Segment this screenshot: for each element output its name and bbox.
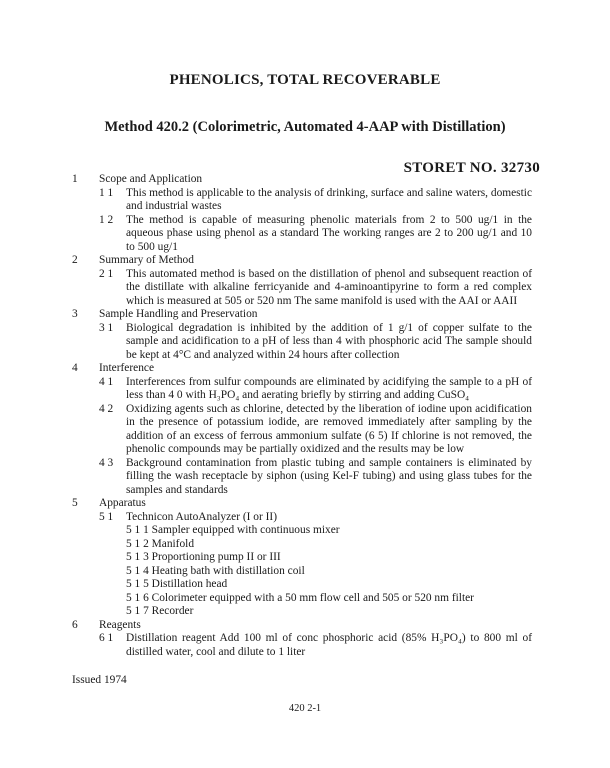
section-heading: Scope and Application	[99, 173, 203, 185]
page-number: 420 2-1	[288, 703, 322, 714]
section-heading: Interference	[99, 362, 155, 374]
apparatus-item: 5 1 3 Proportioning pump II or III	[126, 551, 281, 563]
subsection-text: Distillation reagent Add 100 ml of conc phosphoric acid (85% H₃PO₄) to 800 ml of distilled water, cool and dilute to 1 liter	[126, 632, 532, 658]
apparatus-item: 5 1 6 Colorimeter equipped with a 50 mm flow cell and 505 or 520 nm filter	[126, 591, 474, 604]
subsection	[99, 187, 532, 214]
section	[72, 254, 532, 308]
section-heading: Reagents	[99, 618, 141, 631]
subsection	[99, 457, 532, 498]
subsection-text: Technicon AutoAnalyzer (I or II)	[126, 510, 278, 523]
subsection-number: 4 2	[99, 402, 114, 415]
subsection	[99, 511, 532, 525]
subsection-text: Interferences from sulfur compounds are eliminated by acidifying the sample to a pH of less than 4 0 with H₃PO₄ and aerating briefly by stirring and adding CuSO₄	[126, 375, 532, 401]
subsection	[99, 214, 532, 255]
subsection-number: 5 1	[99, 510, 114, 523]
section	[72, 173, 532, 254]
apparatus-item: 5 1 2 Manifold	[126, 537, 195, 550]
subsection-text: This method is applicable to the analysis of drinking, surface and saline waters, domestic and industrial wastes	[126, 186, 532, 212]
subsection-number: 1 2	[99, 213, 114, 226]
document-body	[72, 173, 532, 659]
apparatus-item: 5 1 7 Recorder	[126, 605, 194, 617]
subsection-text: This automated method is based on the distillation of phenol and subsequent reaction of the distillate with alkaline ferricyanide and 4-aminoantipyrine to form a red complex which is measured at 505 or 520 nm The same manifold is used with the AAI or AAII	[126, 267, 532, 307]
section-heading: Summary of Method	[99, 254, 194, 266]
subsection	[99, 268, 532, 309]
section-number: 4	[72, 362, 78, 374]
subsection	[99, 403, 532, 457]
subsection-text: Oxidizing agents such as chlorine, detected by the liberation of iodine upon acidification in the presence of potassium iodide, are removed immediately after sampling by the addition of an excess of ferrous ammonium sulfate (6 5) If chlorine is not removed, the phenolic compounds may be partially oxidized and the results may be low	[126, 402, 532, 455]
subsection-number: 4 1	[99, 375, 114, 388]
subsection-number: 4 3	[99, 456, 114, 469]
section	[72, 362, 532, 497]
subsection-text: Background contamination from plastic tubing and sample containers is eliminated by filling the wash receptacle by siphon (using Kel-F tubing) and using glass tubes for the samples and standards	[126, 456, 532, 496]
apparatus-item: 5 1 5 Distillation head	[126, 578, 228, 590]
section-number: 2	[72, 254, 78, 266]
subsection-text: The method is capable of measuring phenolic materials from 2 to 500 ug/1 in the aqueous phase using phenol as a standard The working ranges are 2 to 200 ug/1 and 10 to 500 ug/1	[126, 213, 532, 253]
section-number: 1	[72, 173, 78, 185]
apparatus-item: 5 1 4 Heating bath with distillation coil	[126, 564, 305, 577]
section-number: 3	[72, 308, 78, 320]
subsection	[99, 632, 532, 659]
section-heading: Sample Handling and Preservation	[99, 308, 258, 320]
subsection-number: 1 1	[99, 186, 114, 199]
section-heading: Apparatus	[99, 497, 146, 509]
document-title: PHENOLICS, TOTAL RECOVERABLE	[169, 72, 441, 88]
method-subtitle: Method 420.2 (Colorimetric, Automated 4-AAP with Distillation)	[104, 119, 506, 135]
subsection-number: 2 1	[99, 267, 114, 280]
section	[72, 619, 532, 660]
storet-number: STORET NO. 32730	[403, 160, 540, 176]
section-number: 5	[72, 497, 78, 509]
section-number: 6	[72, 618, 78, 631]
subsection-number: 6 1	[99, 632, 114, 644]
subsection	[99, 376, 532, 403]
apparatus-item: 5 1 1 Sampler equipped with continuous mixer	[126, 524, 340, 536]
subsection	[99, 322, 532, 363]
subsection-text: Biological degradation is inhibited by the addition of 1 g/1 of copper sulfate to the sample and acidification to a pH of less than 4 with phosphoric acid The sample should be kept at 4°C and analyzed within 24 hours after collection	[126, 321, 532, 361]
section	[72, 308, 532, 362]
section	[72, 497, 532, 619]
subsection-number: 3 1	[99, 321, 114, 334]
issued-date: Issued 1974	[72, 674, 127, 686]
